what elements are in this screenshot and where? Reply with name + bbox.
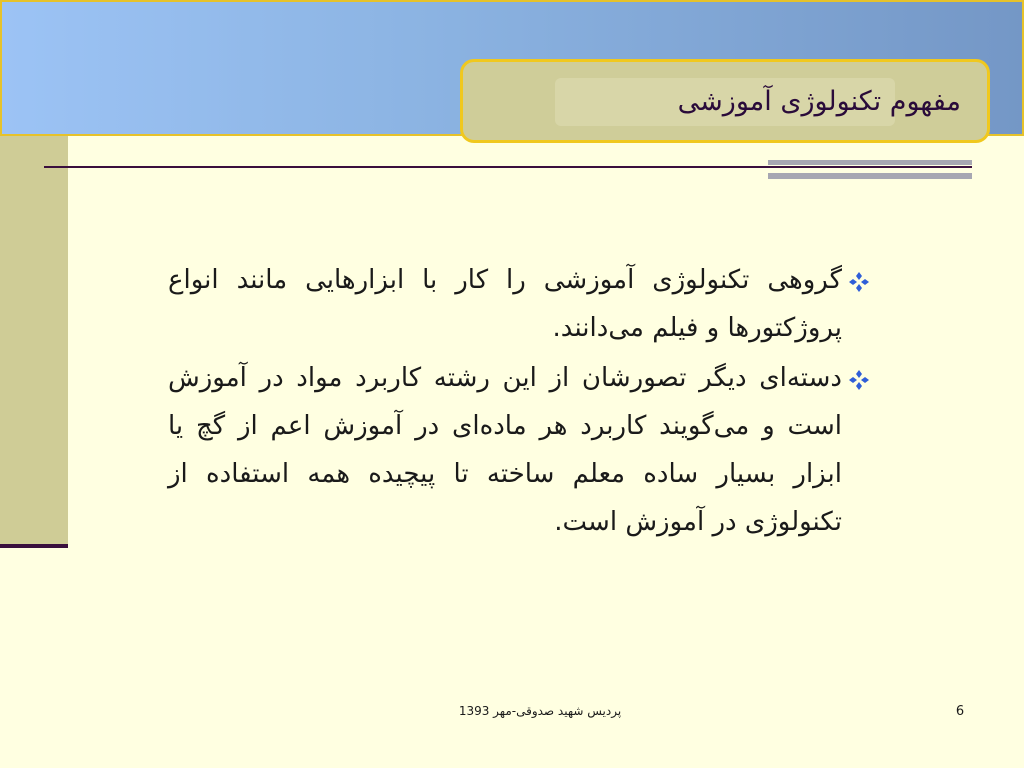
slide-title: مفهوم تکنولوژی آموزشی — [677, 85, 961, 117]
title-box — [460, 59, 990, 143]
slide-content — [168, 256, 876, 548]
bullet-item — [168, 256, 876, 352]
divider-accent-top — [768, 160, 972, 165]
divider-line — [44, 166, 972, 168]
left-decor-bar — [0, 136, 68, 546]
divider-accent-bottom — [768, 173, 972, 179]
bullet-text: دسته‌ای دیگر تصورشان از این رشته کاربرد مواد در آموزش است و می‌گویند کاربرد هر ماده‌ای در آموزش اعم از گچ یا ابزار بسیار ساده معلم ساخته تا پیچیده همه استفاده از تکنولوژی در آموزش است. — [168, 363, 842, 537]
bullet-item — [168, 354, 876, 546]
diamond-bullet-icon — [842, 354, 876, 404]
diamond-bullet-icon — [842, 256, 876, 306]
footer-text: پردیس شهید صدوقی-مهر 1393 — [458, 704, 622, 718]
page-number: 6 — [955, 704, 965, 719]
bullet-text: گروهی تکنولوژی آموزشی را کار با ابزارهایی مانند انواع پروژکتورها و فیلم می‌دانند. — [168, 265, 842, 343]
left-decor-line — [0, 544, 68, 548]
